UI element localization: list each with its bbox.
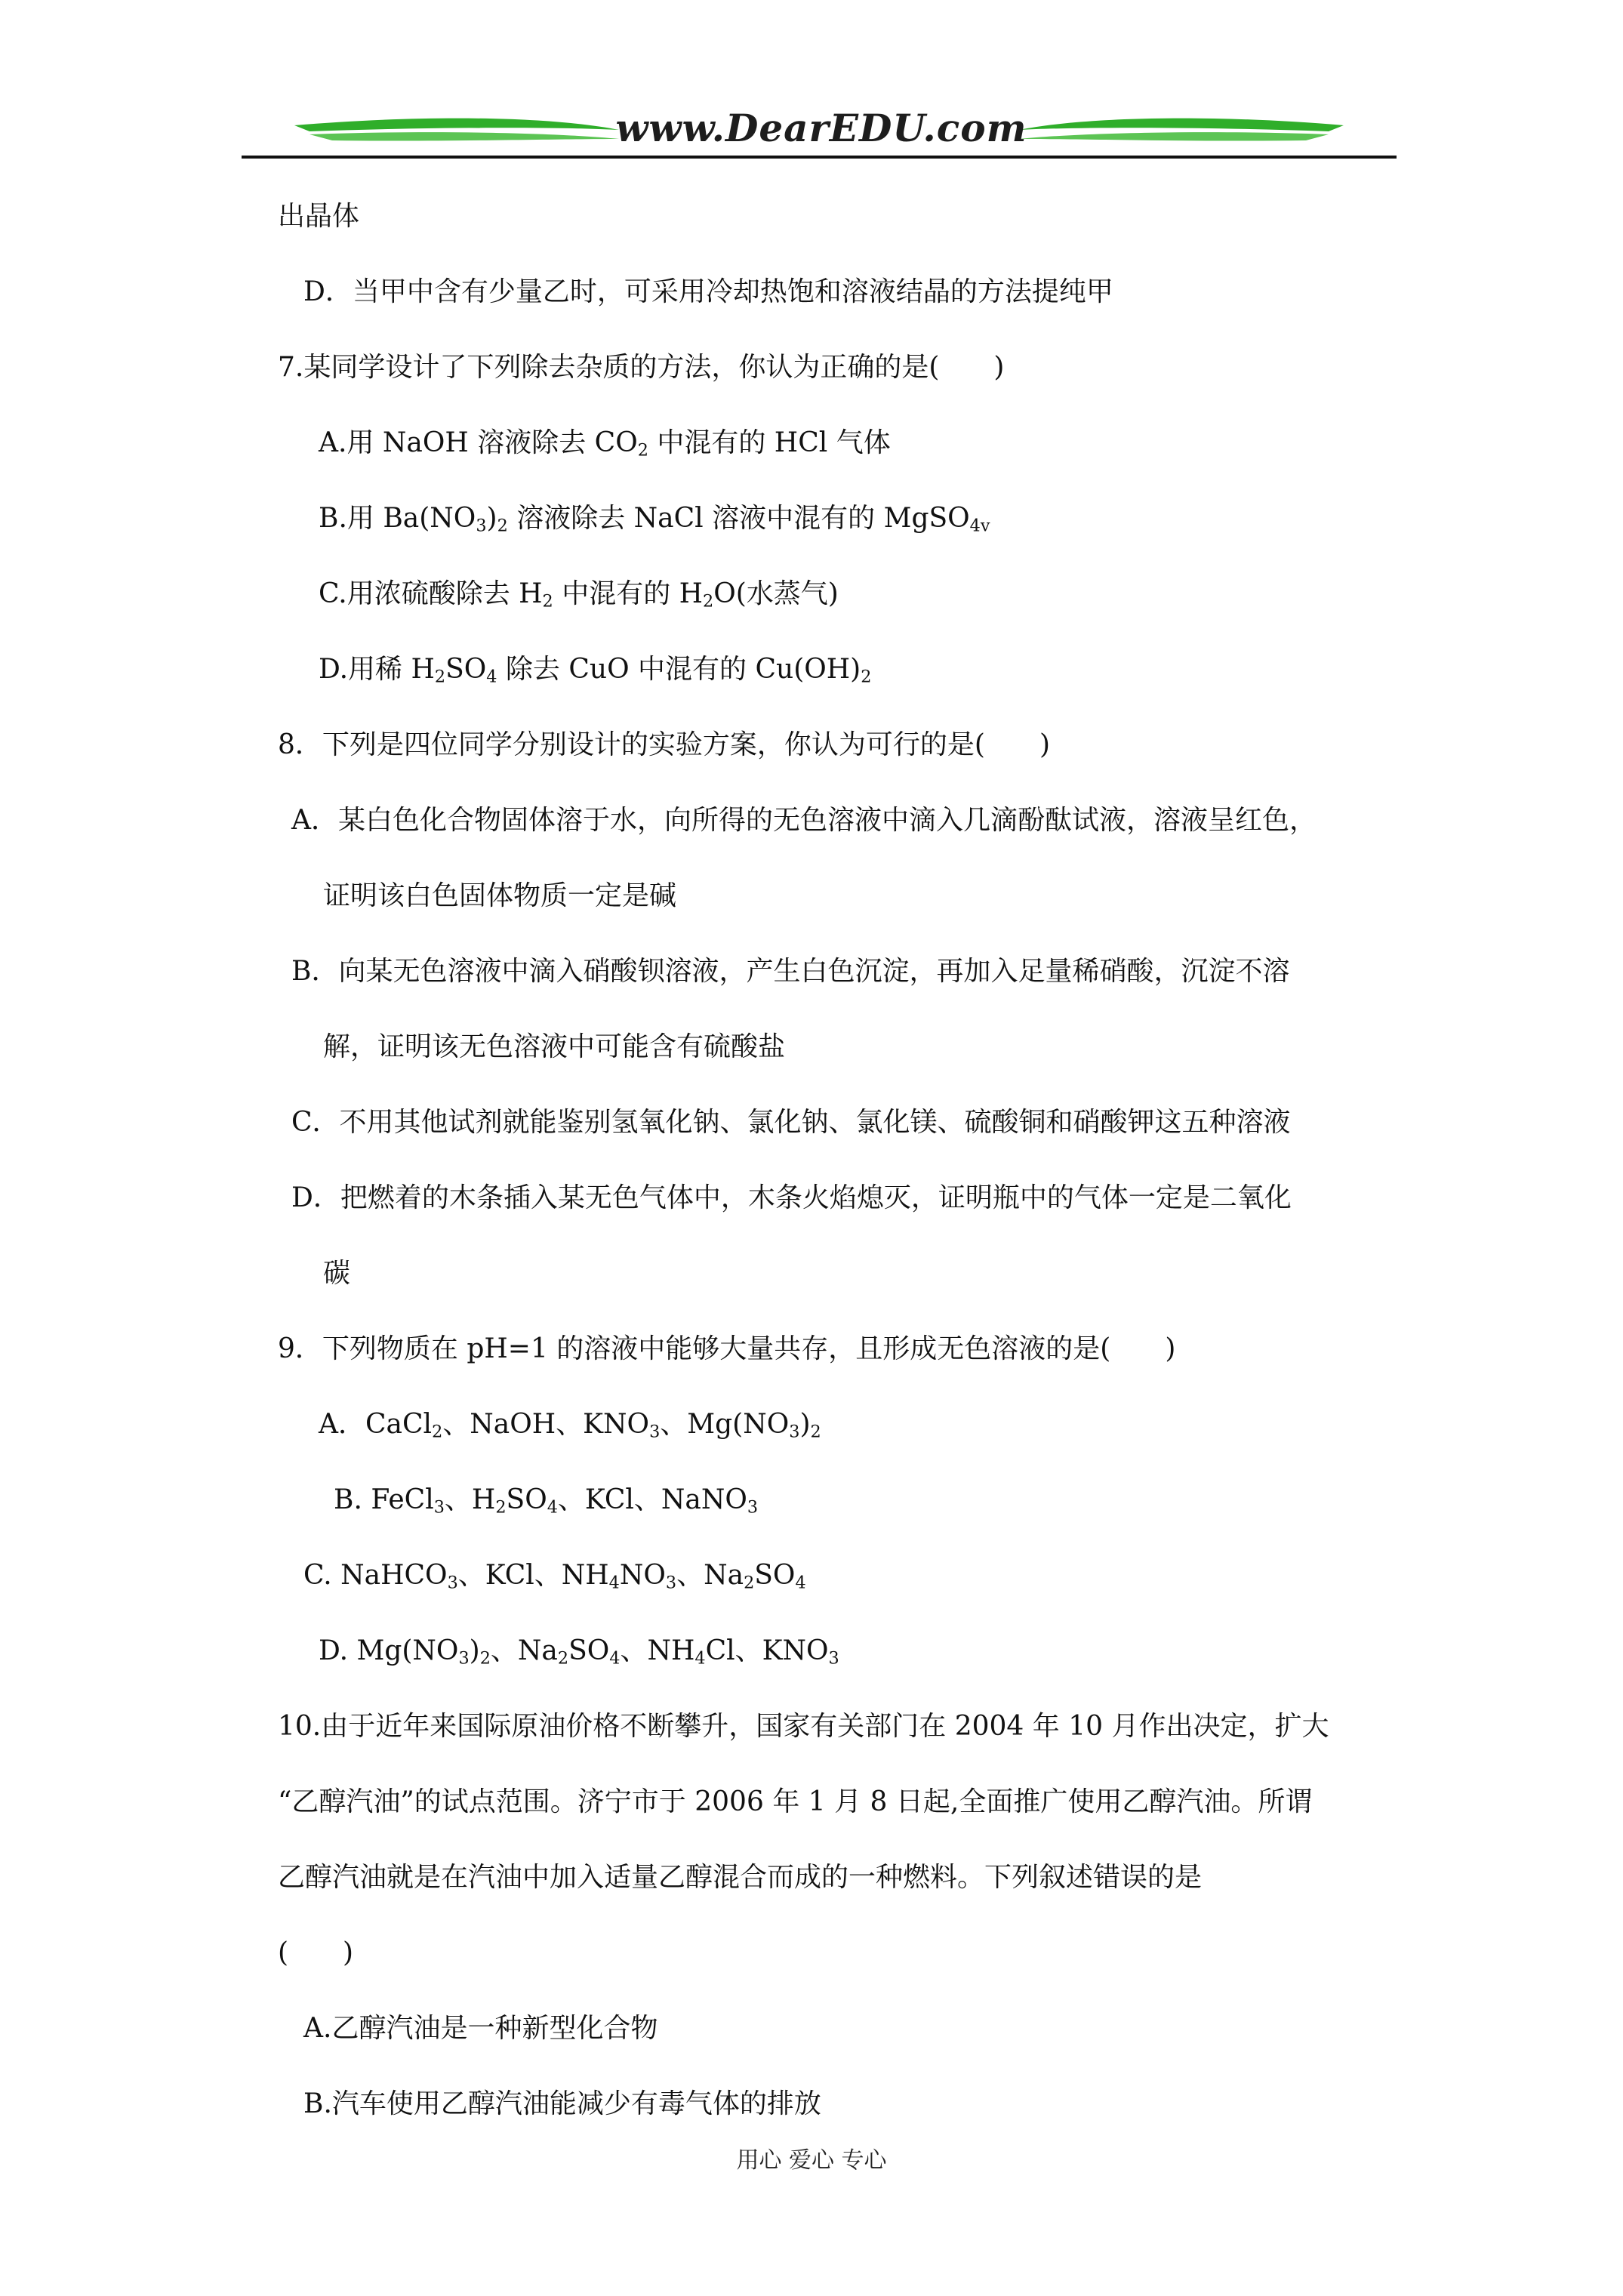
text-run: 9．下列物质在 pH=1 的溶液中能够大量共存，且形成无色溶液的是( ) xyxy=(278,1333,1176,1364)
text-line xyxy=(303,2010,658,2048)
text-line xyxy=(303,1557,806,1595)
text-run: B.用 Ba(NO xyxy=(319,503,476,534)
subscript: 2 xyxy=(479,1648,491,1669)
text-run: ) xyxy=(486,503,497,534)
subscript: 2 xyxy=(744,1573,755,1593)
text-line xyxy=(278,198,359,236)
text-run: 、NH xyxy=(620,1635,695,1666)
text-run: O(水蒸气) xyxy=(713,578,839,609)
text-line xyxy=(291,1104,1291,1142)
text-run: 、KCl、NH xyxy=(457,1560,609,1591)
text-run: D．当甲中含有少量乙时，可采用冷却热饱和溶液结晶的方法提纯甲 xyxy=(303,276,1113,307)
text-run: 证明该白色固体物质一定是碱 xyxy=(323,880,677,911)
text-run: NO xyxy=(619,1560,666,1591)
page-footer: 用心 爱心 专心 xyxy=(736,2147,887,2174)
text-line xyxy=(323,1028,785,1066)
text-line xyxy=(319,651,871,689)
text-line xyxy=(278,1783,1312,1821)
text-run: 、KCl、NaNO xyxy=(557,1484,747,1515)
subscript: 2 xyxy=(434,667,446,687)
text-run: 出晶体 xyxy=(278,201,360,232)
subscript: 2 xyxy=(557,1648,569,1669)
text-run: C．不用其他试剂就能鉴别氢氧化钠、氯化钠、氯化镁、硫酸铜和硝酸钾这五种溶液 xyxy=(291,1107,1291,1138)
text-line xyxy=(323,1255,350,1293)
text-line xyxy=(278,1934,353,1972)
subscript: 4v xyxy=(969,516,990,536)
text-run: SO xyxy=(506,1484,547,1515)
text-line xyxy=(278,1859,1202,1897)
text-run: SO xyxy=(754,1560,796,1591)
text-line xyxy=(319,1632,839,1670)
text-run: 、Na xyxy=(490,1635,558,1666)
subscript: 2 xyxy=(637,440,648,461)
text-run: ( ) xyxy=(278,1937,354,1968)
subscript: 4 xyxy=(609,1648,621,1669)
text-run: D. Mg(NO xyxy=(319,1635,459,1666)
text-line xyxy=(278,726,1050,764)
subscript: 3 xyxy=(789,1422,800,1442)
text-run: C. NaHCO xyxy=(303,1560,448,1591)
text-line xyxy=(278,349,1004,387)
text-run: ) xyxy=(799,1409,811,1440)
text-line xyxy=(319,500,990,538)
subscript: 4 xyxy=(486,667,497,687)
text-run: A.乙醇汽油是一种新型化合物 xyxy=(303,2013,658,2044)
subscript: 4 xyxy=(795,1573,806,1593)
text-run: B. FeCl xyxy=(334,1484,434,1515)
text-run: C.用浓硫酸除去 H xyxy=(319,578,543,609)
text-run: B．向某无色溶液中滴入硝酸钡溶液，产生白色沉淀，再加入足量稀硝酸，沉淀不溶 xyxy=(291,956,1290,987)
text-line xyxy=(319,424,891,462)
text-run: 10.由于近年来国际原油价格不断攀升，国家有关部门在 2004 年 10 月作出决定，扩大 xyxy=(278,1711,1329,1742)
page-header xyxy=(242,104,1397,165)
text-run: 碳 xyxy=(323,1258,351,1289)
text-line xyxy=(291,1179,1292,1217)
text-run: 乙醇汽油就是在汽油中加入适量乙醇混合而成的一种燃料。下列叙述错误的是 xyxy=(278,1862,1203,1893)
subscript: 3 xyxy=(828,1648,839,1669)
text-run: SO xyxy=(568,1635,610,1666)
text-run: 除去 CuO 中混有的 Cu(OH) xyxy=(497,654,861,685)
text-line xyxy=(291,802,1317,840)
text-run: D．把燃着的木条插入某无色气体中，木条火焰熄灭，证明瓶中的气体一定是二氧化 xyxy=(291,1182,1292,1213)
text-line xyxy=(319,1406,821,1444)
text-run: 、Mg(NO xyxy=(660,1409,790,1440)
text-line xyxy=(291,953,1289,991)
subscript: 2 xyxy=(861,667,872,687)
subscript: 3 xyxy=(476,516,487,536)
text-run: A．某白色化合物固体溶于水，向所得的无色溶液中滴入几滴酚酞试液，溶液呈红色， xyxy=(291,805,1317,836)
text-run: Cl、KNO xyxy=(705,1635,829,1666)
subscript: 2 xyxy=(810,1422,821,1442)
text-line xyxy=(278,1708,1329,1746)
subscript: 4 xyxy=(694,1648,706,1669)
subscript: 3 xyxy=(447,1573,458,1593)
text-run: 中混有的 HCl 气体 xyxy=(648,427,891,458)
text-run: 解，证明该无色溶液中可能含有硫酸盐 xyxy=(323,1031,786,1062)
subscript: 2 xyxy=(432,1422,443,1442)
subscript: 2 xyxy=(497,516,508,536)
subscript: 3 xyxy=(665,1573,677,1593)
text-run: 溶液除去 NaCl 溶液中混有的 MgSO xyxy=(507,503,970,534)
subscript: 3 xyxy=(747,1497,759,1518)
text-run: 、H xyxy=(444,1484,496,1515)
text-run: 中混有的 H xyxy=(553,578,704,609)
text-line xyxy=(278,1330,1175,1368)
text-run: 8．下列是四位同学分别设计的实验方案，你认为可行的是( ) xyxy=(278,729,1050,760)
text-run: B.汽车使用乙醇汽油能减少有毒气体的排放 xyxy=(303,2088,821,2119)
text-line xyxy=(303,2085,821,2123)
text-run: A．CaCl xyxy=(319,1409,433,1440)
text-run: D.用稀 H xyxy=(319,654,435,685)
text-run: A.用 NaOH 溶液除去 CO xyxy=(319,427,638,458)
text-run: SO xyxy=(445,654,487,685)
text-line xyxy=(323,877,676,915)
subscript: 2 xyxy=(542,591,553,612)
text-line xyxy=(334,1481,758,1519)
subscript: 3 xyxy=(649,1422,661,1442)
text-run: 、NaOH、KNO xyxy=(442,1409,650,1440)
text-run: ) xyxy=(469,1635,480,1666)
header-divider xyxy=(242,156,1397,159)
text-line xyxy=(319,575,839,613)
subscript: 3 xyxy=(458,1648,470,1669)
subscript: 4 xyxy=(608,1573,620,1593)
site-logo-text[interactable]: www.DearEDU.com xyxy=(615,106,1027,150)
text-run: 、Na xyxy=(676,1560,744,1591)
subscript: 3 xyxy=(433,1497,445,1518)
text-run: 7.某同学设计了下列除去杂质的方法，你认为正确的是( ) xyxy=(278,352,1005,383)
text-run: “乙醇汽油”的试点范围。济宁市于 2006 年 1 月 8 日起,全面推广使用乙醇汽油。所谓 xyxy=(278,1786,1313,1817)
text-line xyxy=(303,273,1113,311)
subscript: 2 xyxy=(703,591,714,612)
subscript: 4 xyxy=(547,1497,558,1518)
subscript: 2 xyxy=(495,1497,507,1518)
